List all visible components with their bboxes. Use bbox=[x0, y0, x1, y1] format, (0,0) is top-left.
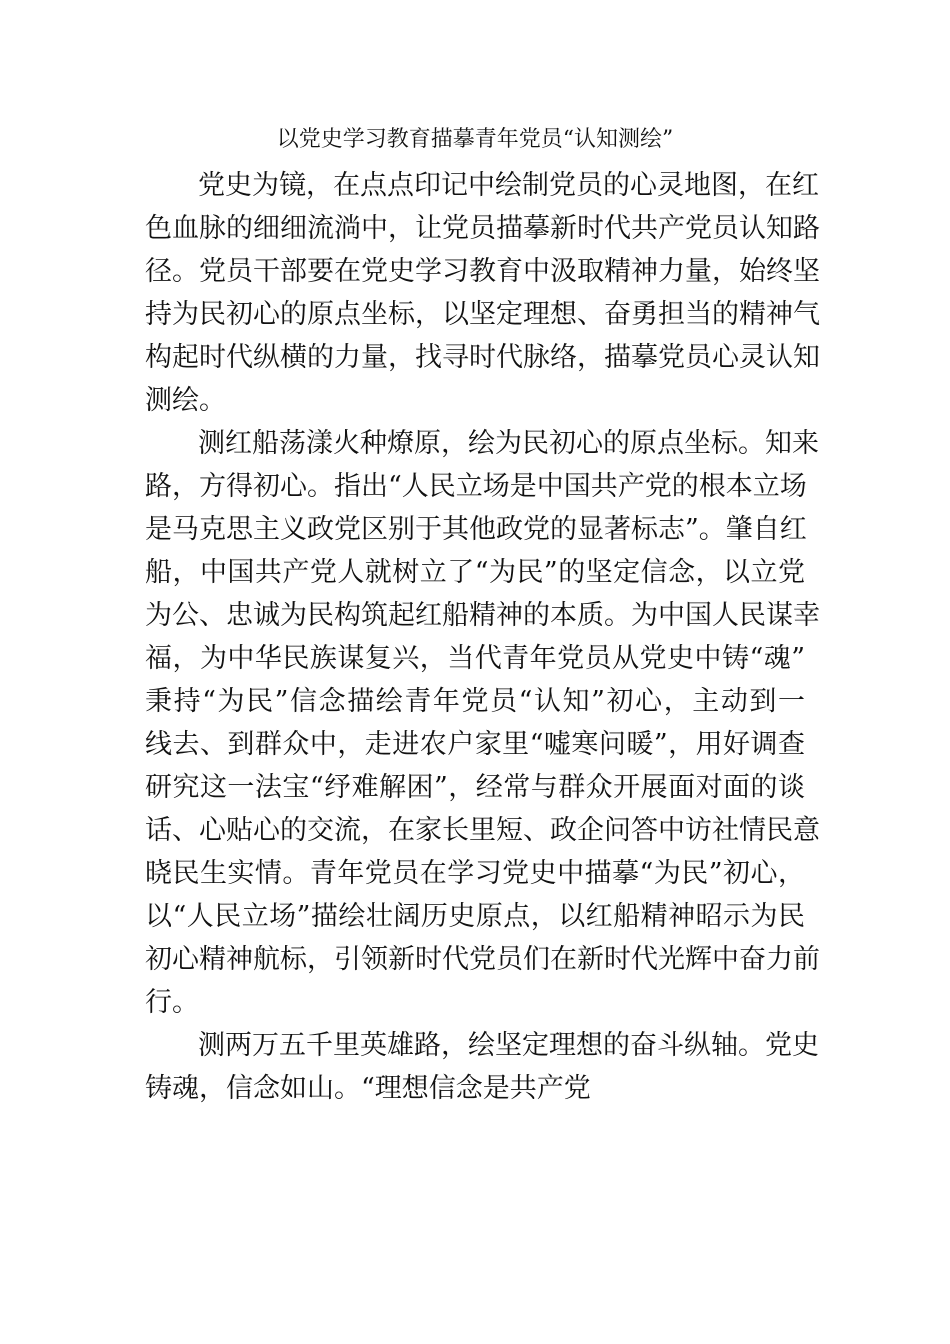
paragraph-2-line-8: 线去、到群众中，走进农户家里“嘘寒问暖”，用好调查 bbox=[145, 729, 805, 760]
paragraph-1-line-3: 径。党员干部要在党史学习教育中汲取精神力量，始终坚 bbox=[145, 256, 820, 287]
paragraph-2-line-9: 研究这一法宝“纾难解困”，经常与群众开展面对面的谈 bbox=[145, 772, 805, 803]
paragraph-2-line-3: 是马克思主义政党区别于其他政党的显著标志”。肇自红 bbox=[145, 514, 807, 545]
paragraph-3-line-1: 测两万五千里英雄路，绘坚定理想的奋斗纵轴。党史 bbox=[198, 1030, 819, 1061]
paragraph-1-line-4: 持为民初心的原点坐标，以坚定理想、奋勇担当的精神气 bbox=[145, 299, 820, 330]
paragraph-2-line-5: 为公、忠诚为民构筑起红船精神的本质。为中国人民谋幸 bbox=[145, 600, 820, 631]
paragraph-2-line-12: 以“人民立场”描绘壮阔历史原点，以红船精神昭示为民 bbox=[145, 901, 805, 932]
paragraph-2-line-10: 话、心贴心的交流，在家长里短、政企问答中访社情民意 bbox=[145, 815, 820, 846]
paragraph-2-line-6: 福，为中华民族谋复兴，当代青年党员从党史中铸“魂” bbox=[145, 643, 805, 674]
paragraph-1-line-6: 测绘。 bbox=[145, 385, 226, 416]
paragraph-1-line-2: 色血脉的细细流淌中，让党员描摹新时代共产党员认知路 bbox=[145, 213, 820, 244]
paragraph-2-line-7: 秉持“为民”信念描绘青年党员“认知”初心，主动到一 bbox=[145, 686, 805, 717]
paragraph-2-line-14: 行。 bbox=[145, 987, 199, 1018]
paragraph-1-line-5: 构起时代纵横的力量，找寻时代脉络，描摹党员心灵认知 bbox=[145, 342, 820, 373]
paragraph-2-line-11: 晓民生实情。青年党员在学习党史中描摹“为民”初心， bbox=[145, 858, 805, 889]
paragraph-2-line-4: 船，中国共产党人就树立了“为民”的坚定信念，以立党 bbox=[145, 557, 805, 588]
paragraph-2-line-13: 初心精神航标，引领新时代党员们在新时代光辉中奋力前 bbox=[145, 944, 820, 975]
paragraph-3-line-2: 铸魂，信念如山。“理想信念是共产党 bbox=[145, 1073, 591, 1104]
paragraph-1-line-1: 党史为镜，在点点印记中绘制党员的心灵地图，在红 bbox=[198, 170, 819, 201]
paragraph-2-line-1: 测红船荡漾火种燎原，绘为民初心的原点坐标。知来 bbox=[198, 428, 819, 459]
paragraph-2-line-2: 路，方得初心。指出“人民立场是中国共产党的根本立场 bbox=[145, 471, 807, 502]
document-title: 以党史学习教育描摹青年党员“认知测绘” bbox=[276, 127, 674, 152]
